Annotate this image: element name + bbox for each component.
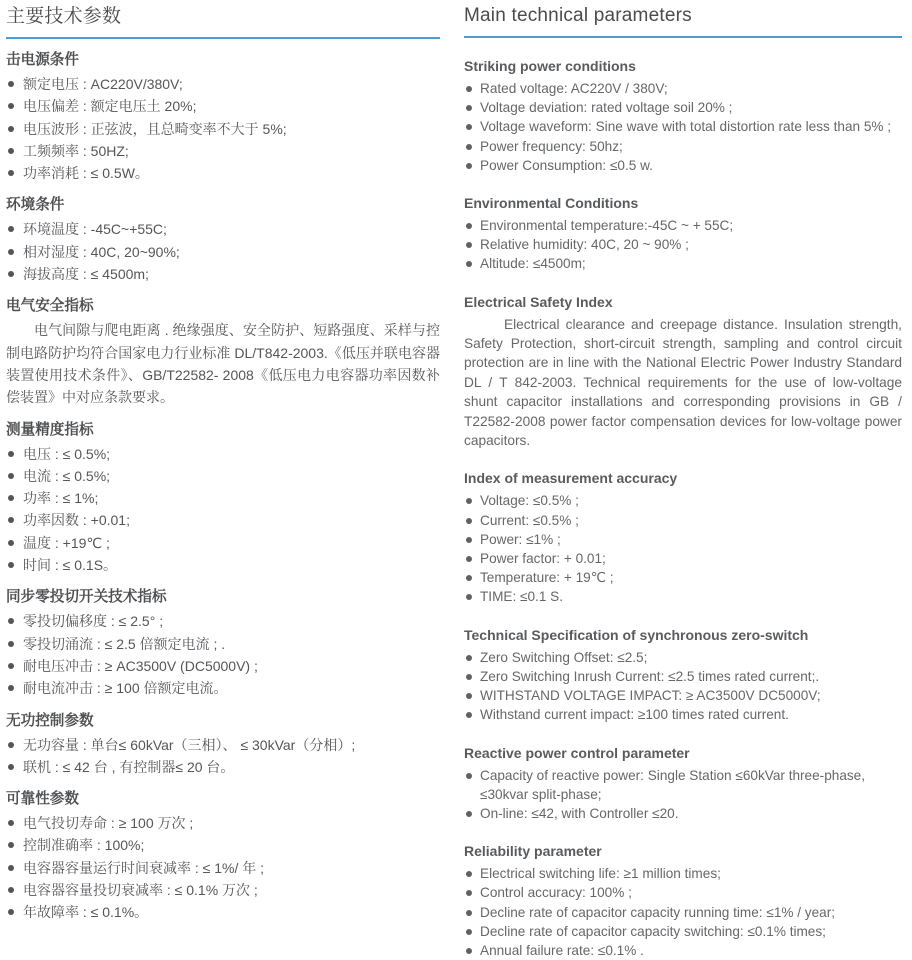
list-item-text: 耐电压冲击 : ≥ AC3500V (DC5000V) ; (23, 657, 258, 674)
section-zero-switch-en (464, 626, 902, 725)
bullet-icon (466, 910, 472, 916)
list-item-text: Decline rate of capacitor capacity switching: ≤0.1% times; (480, 923, 826, 939)
list-item (464, 235, 902, 254)
section-heading: 可靠性参数 (6, 791, 79, 808)
list-item-text: Relative humidity: 40C, 20 ~ 90% ; (480, 237, 689, 253)
bullet-icon (8, 663, 14, 669)
list-item (6, 487, 446, 509)
list-item (6, 118, 446, 140)
list-item-text: WITHSTAND VOLTAGE IMPACT: ≥ AC3500V DC5000V; (480, 688, 821, 704)
list-item-text: 温度 : +19℃ ; (23, 534, 110, 551)
list-item (464, 137, 902, 156)
section-heading: Index of measurement accuracy (464, 470, 678, 487)
bullet-icon (466, 261, 472, 267)
list-item-text: Power Consumption: ≤0.5 w. (480, 157, 653, 173)
bullet-icon (8, 126, 14, 132)
title-divider (6, 37, 440, 39)
section-reactive-power-zh (6, 711, 446, 779)
list-item (464, 804, 902, 823)
list-item (6, 443, 446, 465)
bullet-icon (466, 105, 472, 111)
list-item-text: Power frequency: 50hz; (480, 138, 623, 154)
list-item (6, 162, 446, 184)
bullet-icon (466, 890, 472, 896)
page-title-zh: 主要技术参数 (6, 6, 122, 27)
list-item (6, 633, 446, 655)
bullet-icon (8, 517, 14, 523)
list-item-text: Environmental temperature:-45C ~ + 55C; (480, 218, 734, 234)
list-item-text: 电容器容量运行时间衰减率 : ≤ 1%/ 年 ; (23, 859, 265, 876)
bullet-icon (466, 537, 472, 543)
bullet-icon (466, 811, 472, 817)
bullet-icon (8, 103, 14, 109)
list-item (464, 530, 902, 549)
list-item (464, 864, 902, 883)
list-item (6, 879, 446, 901)
list-item (464, 511, 902, 530)
section-heading: Reliability parameter (464, 843, 602, 860)
bullet-icon (8, 887, 14, 893)
list-item (464, 705, 902, 724)
list-item (6, 218, 446, 240)
bullet-icon (466, 655, 472, 661)
list-item (6, 857, 446, 879)
section-zero-switch-zh (6, 587, 446, 699)
bullet-icon (8, 451, 14, 457)
list-item (464, 648, 902, 667)
list-item-text: 工频频率 : 50HZ; (23, 142, 129, 159)
section-reliability-zh (6, 789, 446, 923)
list-item (464, 766, 902, 804)
bullet-icon (466, 693, 472, 699)
list-item (6, 734, 446, 756)
bullet-icon (466, 929, 472, 935)
list-item (6, 756, 446, 778)
list-item (6, 610, 446, 632)
section-electrical-safety-en (464, 293, 902, 451)
list-item-text: 时间 : ≤ 0.1S。 (23, 557, 118, 574)
list-item (464, 686, 902, 705)
bullet-icon (466, 871, 472, 877)
bullet-icon (8, 865, 14, 871)
list-item-text: Voltage waveform: Sine wave with total distortion rate less than 5% ; (480, 119, 892, 135)
bullet-icon (8, 170, 14, 176)
list-item (464, 156, 902, 175)
list-item-text: Withstand current impact: ≥100 times rated current. (480, 707, 789, 723)
list-item-text: 电气投切寿命 : ≥ 100 万次 ; (23, 815, 194, 832)
section-reactive-power-en (464, 744, 902, 824)
title-divider (464, 36, 902, 38)
bullet-icon (8, 81, 14, 87)
list-item (464, 941, 902, 960)
list-item (464, 254, 902, 273)
bullet-icon (466, 575, 472, 581)
list-item (464, 216, 902, 235)
section-measurement-accuracy-en (464, 469, 902, 606)
list-item-text: 电流 : ≤ 0.5%; (23, 467, 111, 484)
list-item-text: TIME: ≤0.1 S. (480, 589, 564, 605)
section-heading: 击电源条件 (6, 52, 79, 68)
list-item-text: Zero Switching Inrush Current: ≤2.5 times rated current;. (480, 668, 820, 684)
list-item (6, 812, 446, 834)
list-item-text: 功率 : ≤ 1%; (23, 490, 99, 507)
bullet-icon (8, 618, 14, 624)
section-environment-en (464, 194, 902, 274)
bullet-icon (466, 163, 472, 169)
list-item-text: Electrical switching life: ≥1 million times; (480, 866, 721, 882)
list-item (464, 491, 902, 510)
list-item (464, 903, 902, 922)
list-item-text: 功率因数 : +0.01; (23, 512, 130, 529)
list-item-text: Decline rate of capacitor capacity running time: ≤1% / year; (480, 904, 836, 920)
list-item-text: 电容器容量投切衰减率 : ≤ 0.1% 万次 ; (23, 882, 258, 899)
bullet-icon (466, 144, 472, 150)
section-heading: 测量精度指标 (6, 421, 94, 438)
bullet-icon (8, 742, 14, 748)
section-heading: 同步零投切开关技术指标 (6, 589, 167, 606)
list-item-text: 环境温度 : -45C~+55C; (23, 221, 167, 238)
list-item-text: Current: ≤0.5% ; (480, 512, 579, 528)
section-electrical-safety-zh (6, 296, 446, 408)
bullet-icon (466, 223, 472, 229)
list-item (464, 922, 902, 941)
section-paragraph: Electrical clearance and creepage distance. Insulation strength, Safety Protection, short-circuit strength, sampling and control circuit protection are in line with the National Electric Power Industry Standard DL / T 842-2003. Technical requirements for the use of low-voltage shunt capacitor installations and corresponding provisions in GB / T22582-2008 power factor compensation devices for low-voltage power capacitors. (464, 316, 902, 449)
list-item-text: Control accuracy: 100% ; (480, 885, 632, 901)
bullet-icon (466, 948, 472, 954)
bullet-icon (466, 773, 472, 779)
bullet-icon (466, 518, 472, 524)
bullet-icon (8, 764, 14, 770)
section-heading: 无功控制参数 (6, 712, 94, 729)
bullet-icon (8, 685, 14, 691)
bullet-icon (466, 86, 472, 92)
section-heading: 电气安全指标 (6, 298, 94, 315)
list-item (464, 883, 902, 902)
bullet-icon (466, 556, 472, 562)
section-environment-zh (6, 195, 446, 285)
list-item-text: Voltage: ≤0.5% ; (480, 493, 579, 509)
list-item-text: Annual failure rate: ≤0.1% . (480, 942, 644, 958)
list-item-text: Temperature: + 19℃ ; (480, 570, 614, 586)
list-item-text: 年故障率 : ≤ 0.1%。 (23, 904, 149, 921)
bullet-icon (466, 124, 472, 130)
section-heading: Technical Specification of synchronous zero-switch (464, 626, 809, 643)
bullet-icon (8, 271, 14, 277)
list-item-text: 控制准确率 : 100%; (23, 837, 145, 854)
list-item-text: 海拔高度 : ≤ 4500m; (23, 266, 149, 283)
list-item (464, 568, 902, 587)
section-heading: Environmental Conditions (464, 195, 639, 212)
list-item (464, 667, 902, 686)
list-item (6, 677, 446, 699)
list-item (6, 901, 446, 923)
list-item-text: On-line: ≤42, with Controller ≤20. (480, 805, 679, 821)
section-reliability-en (464, 842, 902, 960)
section-paragraph: 电气间隙与爬电距离 . 绝缘强度、安全防护、短路强度、采样与控制电路防护均符合国家电力行业标准 DL/T842-2003.《低压并联电容器装置使用技术条件》、GB/T22582- 2008《低压电力电容器功率因数补偿装置》中对应条款要求。 (6, 322, 440, 406)
list-item (6, 655, 446, 677)
list-item-text: 相对湿度 : 40C, 20~90%; (23, 243, 180, 260)
section-power-conditions-en (464, 57, 902, 175)
bullet-icon (8, 226, 14, 232)
bullet-icon (8, 641, 14, 647)
list-item-text: Rated voltage: AC220V / 380V; (480, 81, 668, 96)
list-item-text: Capacity of reactive power: Single Station ≤60kVar three-phase, ≤30kvar split-phase; (480, 767, 866, 802)
list-item (464, 117, 902, 136)
list-item-text: 零投切偏移度 : ≤ 2.5° ; (23, 613, 164, 630)
list-item-text: Zero Switching Offset: ≤2.5; (480, 649, 648, 665)
list-item (6, 95, 446, 117)
list-item (6, 509, 446, 531)
list-item (464, 98, 902, 117)
bullet-icon (466, 712, 472, 718)
right-column-english (464, 0, 906, 960)
section-heading: Reactive power control parameter (464, 744, 690, 761)
section-measurement-accuracy-zh (6, 420, 446, 577)
bullet-icon (8, 148, 14, 154)
bullet-icon (8, 820, 14, 826)
list-item (6, 73, 446, 95)
bullet-icon (466, 594, 472, 600)
page-title-en: Main technical parameters (464, 5, 692, 26)
list-item (6, 834, 446, 856)
bullet-icon (8, 562, 14, 568)
list-item-text: 无功容量 : 单台≤ 60kVar（三相）、 ≤ 30kVar（分相）; (23, 736, 356, 753)
list-item-text: 额定电压 : AC220V/380V; (23, 76, 183, 92)
list-item-text: 电压波形 : 正弦波，且总畸变率不大于 5%; (23, 120, 287, 137)
list-item-text: 联机 : ≤ 42 台 , 有控制器≤ 20 台。 (23, 758, 235, 775)
list-item (464, 549, 902, 568)
list-item-text: Power factor: + 0.01; (480, 551, 606, 567)
bullet-icon (8, 495, 14, 501)
list-item (464, 79, 902, 98)
list-item-text: 零投切涌流 : ≤ 2.5 倍额定电流 ; . (23, 635, 226, 652)
bullet-icon (8, 842, 14, 848)
bullet-icon (8, 249, 14, 255)
list-item (6, 554, 446, 576)
list-item (6, 532, 446, 554)
list-item (6, 140, 446, 162)
bullet-icon (466, 674, 472, 680)
bullet-icon (8, 909, 14, 915)
list-item (6, 241, 446, 263)
list-item (6, 263, 446, 285)
list-item (6, 465, 446, 487)
bullet-icon (8, 540, 14, 546)
section-heading: Electrical Safety Index (464, 293, 613, 310)
section-heading: 环境条件 (6, 197, 65, 214)
list-item-text: Power: ≤1% ; (480, 531, 561, 547)
list-item (464, 587, 902, 606)
list-item-text: 电压偏差 : 额定电压土 20%; (23, 98, 197, 115)
list-item-text: Altitude: ≤4500m; (480, 256, 586, 272)
left-column-chinese (0, 0, 446, 960)
list-item-text: 电压 : ≤ 0.5%; (23, 445, 111, 462)
bullet-icon (466, 242, 472, 248)
list-item-text: 功率消耗 : ≤ 0.5W。 (23, 165, 149, 182)
list-item-text: Voltage deviation: rated voltage soil 20% ; (480, 100, 733, 116)
bullet-icon (8, 473, 14, 479)
bullet-icon (466, 498, 472, 504)
section-power-conditions-zh (6, 50, 446, 184)
section-heading: Striking power conditions (464, 58, 636, 74)
list-item-text: 耐电流冲击 : ≥ 100 倍额定电流。 (23, 680, 228, 697)
